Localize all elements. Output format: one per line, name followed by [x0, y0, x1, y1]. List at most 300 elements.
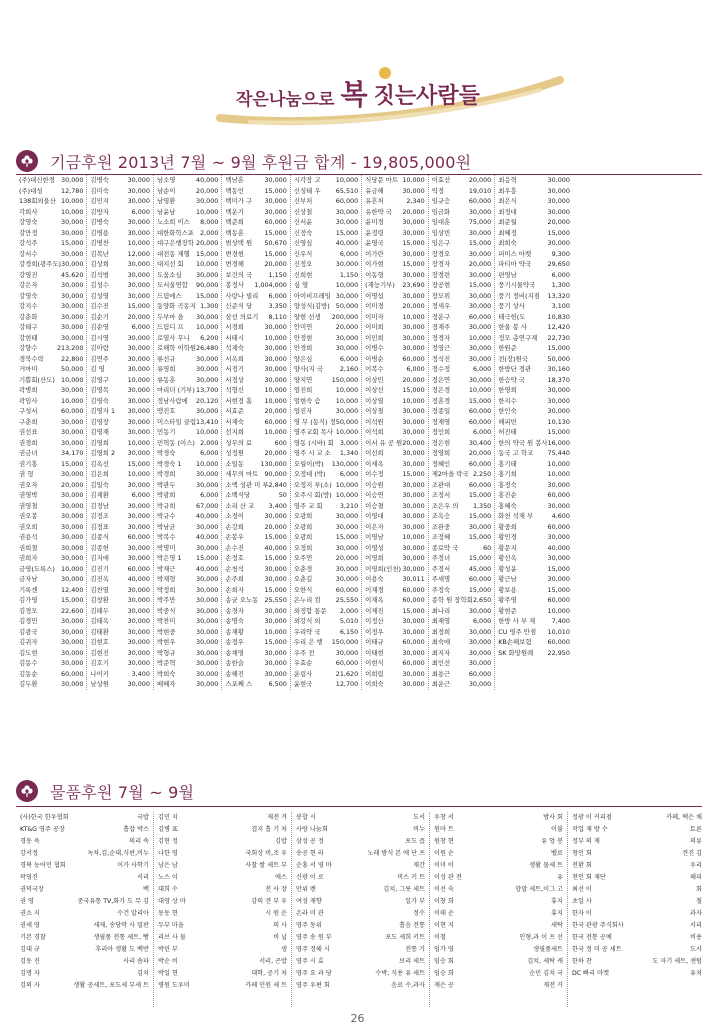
donor-name: 송균 오노동 [225, 596, 259, 604]
donor-row [432, 322, 492, 333]
donor-amount: 60,000 [468, 480, 492, 489]
donor-name: 강영숙 [19, 218, 38, 226]
goods-item: 음료 수,과자 [391, 982, 425, 989]
goods-row [296, 968, 425, 980]
donor-row [294, 564, 358, 575]
goods-item: 의류 [690, 838, 702, 845]
donation-section-title: 기금후원 2013년 7월 ~ 9월 후원금 합계 - 19,805,000원 [50, 152, 472, 172]
donor-amount: 30,000 [196, 354, 219, 363]
donor-name: 김성영 [90, 291, 109, 300]
donor-name: 조관대 [431, 480, 451, 489]
goods-donor: 김민 지 [158, 814, 178, 821]
donor-name: 기록센 [19, 585, 38, 594]
donor-amount: 30,000 [468, 627, 492, 636]
donor-name: 외정합 통문 [293, 606, 327, 615]
goods-row [158, 956, 287, 968]
donor-amount: 30,000 [402, 501, 425, 510]
donor-row [157, 585, 218, 596]
donor-name: 대전동 제헬 [156, 249, 190, 258]
donor-name: 양지연 [293, 375, 313, 384]
donor-name: 송해진 [225, 669, 244, 678]
goods-item: 김치, 그릇 세트 [383, 886, 425, 893]
goods-donor: 기본 경찰 [20, 934, 46, 941]
donor-row [19, 343, 83, 354]
donor-amount: 20,000 [402, 438, 425, 447]
donor-amount: 13,700 [196, 386, 219, 394]
donor-amount: 130,000 [260, 459, 287, 468]
donor-name: 황보용 [498, 585, 517, 594]
donor-name: 김태환 [90, 627, 109, 636]
donor-row [225, 196, 286, 207]
goods-item: 재간 [413, 862, 425, 869]
goods-item: 도 자기 세트, 센텀 [652, 958, 702, 965]
donor-name: (주)대성 [19, 186, 43, 195]
donor-row [498, 354, 570, 365]
donor-row [432, 637, 492, 648]
donor-name: 신영심 [293, 239, 313, 247]
goods-row [296, 836, 425, 848]
donor-name: 화천 석재 부 [498, 512, 534, 520]
donor-name: 정수정 [431, 365, 451, 373]
donor-name: 이복수 [365, 365, 384, 373]
donor-column [222, 175, 290, 690]
donor-row [365, 375, 425, 386]
donor-name: 권금녀 [19, 449, 38, 457]
goods-row [20, 932, 149, 944]
donor-amount: 12,400 [61, 585, 84, 594]
donor-amount: 30,000 [61, 228, 84, 237]
donor-name: 민동기 [156, 428, 176, 436]
donor-amount: 200,000 [331, 312, 359, 321]
donor-row [157, 354, 218, 365]
donor-amount: 30,000 [402, 554, 425, 562]
donor-row [225, 175, 286, 186]
donor-name: 정운구 [431, 312, 451, 321]
donor-row [90, 490, 150, 501]
donor-row [90, 406, 150, 417]
donor-amount: 30,011 [402, 575, 425, 583]
donor-name: 동국 고 학교 [498, 449, 534, 457]
donor-name: 배혜자 [156, 680, 176, 688]
donor-name: 박명미 [156, 543, 176, 552]
goods-row [158, 824, 287, 836]
goods-row [20, 872, 149, 884]
donor-row [157, 459, 218, 470]
donor-amount: 75,000 [468, 218, 492, 226]
donor-name: 영주 교 회 [293, 501, 323, 510]
donor-name: 김복난 [90, 249, 109, 258]
donor-amount: 10,000 [196, 207, 219, 216]
donor-row [498, 301, 570, 312]
donor-name: 송한슬 [225, 659, 244, 667]
donor-row [294, 459, 358, 470]
donor-amount: 30,000 [196, 480, 219, 489]
donor-name: 풍기시물약국 [498, 281, 536, 289]
donor-row [19, 238, 83, 249]
donor-row [90, 532, 150, 543]
donor-name: 강태구 [19, 323, 38, 331]
donor-name: KB손해보험 [498, 638, 532, 646]
donor-row [225, 427, 286, 438]
donor-row [225, 417, 286, 428]
donor-amount: 30,000 [335, 648, 359, 657]
goods-donor: KT&G 영주 공장 [20, 826, 65, 833]
donor-row [90, 606, 150, 617]
donor-amount: 40,000 [335, 239, 359, 247]
donor-amount: 30,000 [127, 354, 150, 363]
donor-name: 홍정숙 [498, 480, 517, 489]
donor-name: 미스타일 클럽 [156, 417, 197, 426]
donor-row [90, 459, 150, 470]
donor-row [157, 186, 218, 197]
donor-amount: 15,000 [61, 596, 84, 604]
donor-amount: 20,000 [468, 176, 492, 184]
goods-item: 생 [281, 946, 287, 953]
donor-row [90, 448, 150, 459]
donor-amount: 6,000 [339, 354, 359, 363]
donor-row [365, 532, 425, 543]
donor-amount: 30,000 [127, 480, 150, 489]
donor-row [294, 595, 358, 606]
donor-row [19, 207, 83, 218]
donor-row [432, 459, 492, 470]
donor-amount: 2,160 [339, 365, 359, 373]
donor-amount: 30,000 [127, 512, 150, 520]
donor-row [19, 301, 83, 312]
donor-amount: 15,000 [402, 260, 425, 268]
donor-name: 삼선 의료기 [225, 312, 259, 321]
donor-amount: 20,000 [547, 218, 570, 226]
donor-row [498, 343, 570, 354]
goods-item: 보리 세트 [399, 958, 425, 965]
donor-name: 곽임사 [19, 396, 38, 405]
donor-amount: 30,000 [61, 491, 84, 499]
donor-name: 주세명 [431, 575, 451, 583]
donor-amount: 60,000 [468, 407, 492, 415]
donor-row [90, 322, 150, 333]
donor-amount: 30,000 [402, 480, 425, 489]
donor-row [432, 648, 492, 659]
goods-row [296, 884, 425, 896]
donor-name: 조옥승 [431, 512, 451, 520]
donor-row [225, 301, 286, 312]
donor-row [19, 186, 83, 197]
donor-row [498, 322, 570, 333]
donor-name: 주정숙 [431, 585, 451, 594]
donor-amount: 7,400 [551, 617, 570, 625]
donor-name: 소리 산 교 [225, 501, 255, 510]
donor-amount: 30,000 [335, 512, 359, 520]
goods-donor: 최선 이 [572, 886, 592, 893]
donor-row [157, 627, 218, 638]
donor-row [498, 501, 570, 512]
donor-amount: 2,250 [472, 470, 492, 478]
donor-row [19, 658, 83, 669]
donor-row [157, 291, 218, 302]
goods-donor: 삼성 공 정 [296, 838, 324, 845]
donor-amount: 30,000 [547, 575, 570, 583]
donor-name: 남윤남 [156, 207, 176, 216]
donor-row [365, 658, 425, 669]
donor-row [157, 175, 218, 186]
donor-name: 김영목 [90, 386, 109, 394]
goods-row [572, 908, 702, 920]
donor-name: 장경련 [431, 270, 451, 279]
donor-name: 김시영 [90, 333, 109, 342]
donor-name: 두부마 을 [156, 312, 184, 321]
donor-row [225, 322, 286, 333]
donor-name: 제2마을 락국 [431, 470, 469, 478]
donor-row [157, 375, 218, 386]
donor-name: 장경오 [431, 249, 451, 258]
donor-row [365, 501, 425, 512]
donor-row [498, 427, 570, 438]
donor-name: 박현중 [156, 627, 176, 636]
donor-name: 이수정 [365, 470, 384, 478]
donor-row [157, 658, 218, 669]
donor-name: 138회외울산 [19, 197, 56, 205]
donor-row [90, 312, 150, 323]
donor-name: 최정대 [498, 207, 517, 216]
goods-donor: 노스 이 [158, 874, 178, 881]
donor-amount: 6,000 [268, 291, 287, 300]
donor-name: 정석진 [431, 354, 451, 363]
donor-amount: 40,000 [547, 543, 570, 552]
donor-name: 정은연 [431, 375, 451, 384]
donor-row [225, 385, 286, 396]
donor-amount: 8,110 [268, 312, 287, 321]
goods-donor: 이철 [434, 934, 446, 941]
donor-amount: 30,000 [61, 176, 84, 184]
donor-row [498, 175, 570, 186]
donor-amount: 30,000 [61, 417, 84, 426]
donor-name: 전(장)원국 [498, 354, 528, 363]
donor-name: 남소영 [156, 176, 176, 184]
donor-name: 소백식당 [225, 491, 251, 499]
donor-row [498, 280, 570, 291]
goods-row [572, 944, 702, 956]
goods-donor: (사)한국 한우협회 [20, 814, 69, 821]
goods-column [292, 812, 430, 1007]
goods-donor: 이현 지 [434, 922, 454, 929]
donor-name: 권기홍 [19, 459, 38, 468]
donor-amount: 60,000 [468, 197, 492, 205]
donor-name: 운림사 [293, 669, 313, 678]
donor-name: 이석희 [365, 428, 384, 436]
donor-name: 금영(도록스) [19, 564, 55, 573]
goods-donor: 경동 욱 [20, 838, 40, 845]
goods-row [434, 908, 563, 920]
donor-name: 양현 선생 [293, 312, 321, 321]
donor-row [90, 175, 150, 186]
donor-name: 이태현 [365, 648, 384, 657]
donor-name: 권희자 [19, 554, 38, 562]
donor-row [19, 217, 83, 228]
donor-name: 오정희 [293, 543, 313, 552]
donor-amount: 30,000 [264, 575, 287, 583]
donor-amount: 10,000 [402, 176, 425, 184]
donor-row [225, 343, 286, 354]
donor-row [294, 238, 358, 249]
donor-name: 권영철 [19, 501, 38, 510]
goods-row [572, 956, 702, 968]
donor-row [498, 448, 570, 459]
donor-row [498, 333, 570, 344]
donor-row [365, 417, 425, 428]
donor-row [157, 511, 218, 522]
donor-row [294, 448, 358, 459]
donor-row [432, 669, 492, 680]
donor-amount: 6,000 [200, 449, 219, 457]
goods-item: 국회상 비,조 우 [245, 850, 287, 857]
donor-amount: 50,000 [61, 365, 84, 373]
donor-amount: 75,440 [547, 449, 570, 457]
donor-row [157, 501, 218, 512]
donor-amount: 10,000 [196, 459, 219, 468]
donor-name: 영주교회 목사 [293, 428, 333, 436]
donor-name: 이서 유 공 원 [365, 438, 403, 447]
donor-name: 정혜인 [431, 459, 451, 468]
donor-row [225, 669, 286, 680]
donor-name: 안정현 [293, 333, 313, 342]
goods-donor: 원창 현 [434, 838, 454, 845]
donor-row [157, 301, 218, 312]
donor-name: 서정기 [225, 365, 244, 373]
donor-row [225, 564, 286, 575]
donor-row [225, 438, 286, 449]
donor-name: 김호기 [90, 659, 109, 667]
donor-amount: 60,000 [547, 596, 570, 604]
donor-amount: 30,000 [402, 333, 425, 342]
donor-amount: 23,690 [402, 281, 425, 289]
donor-name: 최운근 [431, 680, 451, 688]
goods-item: 수건 알리아 [117, 910, 149, 917]
donor-name: 이정우 [365, 627, 384, 636]
donor-name: 김경모 [19, 606, 38, 615]
donor-name: 송명숙 [225, 617, 244, 625]
goods-donor: 경북 농어민 협회 [20, 862, 66, 869]
donor-name: 박중식 [156, 606, 176, 615]
donor-row [294, 606, 358, 617]
donor-name: 박현우 [156, 638, 176, 646]
donor-row [294, 270, 358, 281]
donor-amount: 2,650 [472, 596, 492, 604]
donor-name: 이세옥 [365, 459, 384, 468]
goods-item: 이불 [551, 826, 563, 833]
donor-row [432, 616, 492, 627]
donor-name: 최재영 [431, 617, 451, 625]
donor-name: 이상열 [365, 396, 384, 405]
donor-row [225, 501, 286, 512]
donor-name: 송채영 [225, 648, 244, 657]
donor-row [90, 627, 150, 638]
donor-amount: 15,000 [547, 344, 570, 352]
goods-item: 순민 김치 국 [529, 970, 563, 977]
donor-amount: 30,000 [264, 344, 287, 352]
donor-row [294, 396, 358, 407]
donor-amount: 30,000 [127, 585, 150, 594]
donor-name: 강향수 [19, 344, 38, 352]
goods-donor: 재은 공 [434, 982, 454, 989]
donor-row [365, 280, 425, 291]
goods-item: 수박, 식용 유 세트 [375, 970, 425, 977]
goods-item: 비용 [690, 934, 702, 941]
donor-row [432, 312, 492, 323]
donor-amount: 30,000 [127, 680, 150, 688]
donor-name: 이용숙 [365, 575, 384, 583]
donor-row [225, 291, 286, 302]
donor-name: 최준월 [498, 218, 517, 226]
donor-name: 김종헌 [90, 543, 109, 552]
goods-item: 후리아 생활 도 백반 [95, 946, 149, 953]
donor-row [90, 385, 150, 396]
goods-item: 휴지 [551, 910, 563, 917]
donor-name: 강영숙 [19, 291, 38, 300]
donor-name: 세무의 마트 [225, 470, 259, 478]
donor-name: 박형규 [156, 648, 176, 657]
donor-amount: 30,000 [127, 596, 150, 604]
goods-donor: 영주 요 과 당 [296, 970, 332, 977]
donor-name: 한울 봉 사 [498, 323, 527, 331]
donor-name: 이명섭 [365, 291, 384, 300]
donor-amount: 30,000 [127, 428, 150, 436]
donor-row [157, 606, 218, 617]
donor-name: 윤정령 [365, 228, 384, 237]
goods-row [434, 872, 563, 884]
donor-amount: 10,000 [335, 176, 359, 184]
donor-name: 손청석 [225, 564, 244, 573]
donor-row [225, 280, 286, 291]
donor-row [365, 606, 425, 617]
donor-row [157, 343, 218, 354]
header-banner [0, 0, 715, 140]
donor-row [19, 364, 83, 375]
donor-amount: 67,000 [196, 501, 219, 510]
goods-row [158, 848, 287, 860]
donor-row [498, 469, 570, 480]
goods-row [434, 920, 563, 932]
donor-name: 김정남 [90, 501, 109, 510]
donor-row [498, 627, 570, 638]
goods-donor: 김의 자 [20, 982, 40, 989]
donor-amount: 30,000 [547, 533, 570, 541]
donor-row [294, 637, 358, 648]
donor-row [225, 270, 286, 281]
donor-row [19, 459, 83, 470]
donor-name: 이병순 [365, 354, 384, 363]
donor-name: 이현식 [365, 659, 384, 667]
goods-item: 비누 [413, 826, 425, 833]
donor-row [498, 585, 570, 596]
donor-amount: 30,000 [468, 291, 492, 300]
donor-amount: 10,000 [402, 396, 425, 405]
goods-row [434, 812, 563, 824]
donor-amount: 30,000 [61, 249, 84, 258]
goods-item: 사찰 쌀 세트 부 [245, 862, 287, 869]
donor-row [365, 207, 425, 218]
donor-amount: 10,000 [61, 396, 84, 405]
donor-name: 박광희 [156, 491, 176, 499]
donor-amount: 40,000 [196, 533, 219, 541]
flower-icon [16, 780, 38, 802]
donor-name: 퍼미스 마켓 [498, 249, 532, 258]
donor-name: 권희철 [19, 543, 38, 552]
goods-item: 녹차,김,순대,식판,비누 [87, 850, 149, 857]
goods-column [568, 812, 706, 1007]
goods-item: 흡잡 박스 [123, 826, 149, 833]
donor-row [432, 270, 492, 281]
goods-row [296, 932, 425, 944]
